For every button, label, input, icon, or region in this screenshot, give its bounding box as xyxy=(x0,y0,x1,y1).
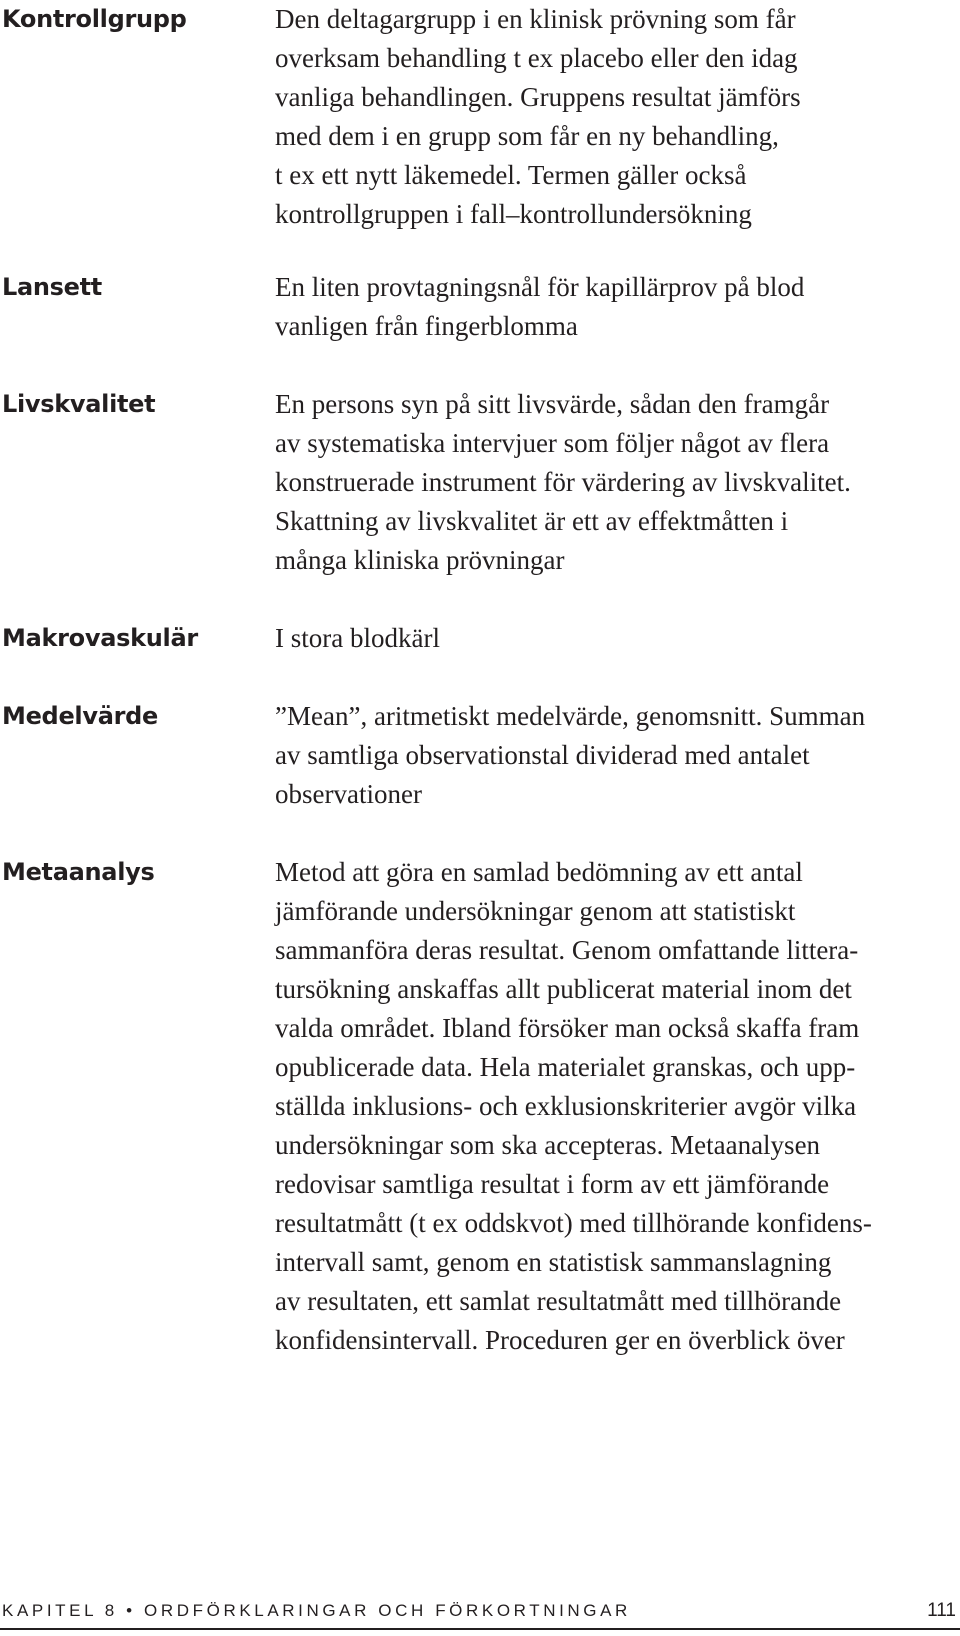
definition-line: tursökning anskaffas allt publicerat material inom det xyxy=(275,974,852,1004)
definition-line: valda området. Ibland försöker man också skaffa fram xyxy=(275,1013,860,1043)
definition-line: En persons syn på sitt livsvärde, sådan den framgår xyxy=(275,389,830,419)
definition-line: av systematiska intervjuer som följer något av flera xyxy=(275,428,830,458)
entry-definition xyxy=(275,0,957,234)
entry-term: Metaanalys xyxy=(2,858,155,886)
chapter-label: KAPITEL 8 • ORDFÖRKLARINGAR OCH FÖRKORTNINGAR xyxy=(2,1601,631,1620)
definition-line: vanligen från fingerblomma xyxy=(275,311,578,341)
entry-definition xyxy=(275,385,957,580)
entry-definition xyxy=(275,619,957,658)
definition-line: sammanföra deras resultat. Genom omfattande littera- xyxy=(275,935,859,965)
page-footer xyxy=(0,1598,960,1624)
definition-line: undersökningar som ska accepteras. Metaanalysen xyxy=(275,1130,821,1160)
entry-term: Makrovaskulär xyxy=(2,624,198,652)
entry-term: Lansett xyxy=(2,273,102,301)
definition-line: I stora blodkärl xyxy=(275,623,440,653)
definition-line: kontrollgruppen i fall–kontrollundersökning xyxy=(275,199,752,229)
definition-line: t ex ett nytt läkemedel. Termen gäller också xyxy=(275,160,747,190)
definition-line: redovisar samtliga resultat i form av ett jämförande xyxy=(275,1169,830,1199)
definition-line: vanliga behandlingen. Gruppens resultat jämförs xyxy=(275,82,801,112)
definition-line: konfidensintervall. Proceduren ger en överblick över xyxy=(275,1325,845,1355)
definition-line: overksam behandling t ex placebo eller den idag xyxy=(275,43,798,73)
page-number: 111 xyxy=(927,1600,956,1621)
footer-rule xyxy=(0,1628,960,1630)
entry-definition xyxy=(275,853,957,1360)
definition-line: intervall samt, genom en statistisk sammanslagning xyxy=(275,1247,832,1277)
definition-line: ”Mean”, aritmetiskt medelvärde, genomsnitt. Summan xyxy=(275,701,866,731)
entry-term: Kontrollgrupp xyxy=(2,5,187,33)
definition-line: observationer xyxy=(275,779,422,809)
entry-definition xyxy=(275,697,957,814)
definition-line: Den deltagargrupp i en klinisk prövning som får xyxy=(275,4,796,34)
definition-line: resultatmått (t ex oddskvot) med tillhörande konfidens- xyxy=(275,1208,872,1238)
definition-line: många kliniska prövningar xyxy=(275,545,565,575)
definition-line: Skattning av livskvalitet är ett av effektmåtten i xyxy=(275,506,789,536)
entry-definition xyxy=(275,268,957,346)
definition-line: av samtliga observationstal dividerad med antalet xyxy=(275,740,810,770)
definition-line: jämförande undersökningar genom att statistiskt xyxy=(275,896,796,926)
definition-line: konstruerade instrument för värdering av livskvalitet. xyxy=(275,467,851,497)
definition-line: av resultaten, ett samlat resultatmått med tillhörande xyxy=(275,1286,842,1316)
entry-term: Medelvärde xyxy=(2,702,158,730)
definition-line: ställda inklusions- och exklusionskriterier avgör vilka xyxy=(275,1091,857,1121)
definition-line: Metod att göra en samlad bedömning av ett antal xyxy=(275,857,803,887)
entry-term: Livskvalitet xyxy=(2,390,156,418)
definition-line: opublicerade data. Hela materialet granskas, och upp- xyxy=(275,1052,856,1082)
definition-line: En liten provtagningsnål för kapillärprov på blod xyxy=(275,272,805,302)
definition-line: med dem i en grupp som får en ny behandling, xyxy=(275,121,779,151)
